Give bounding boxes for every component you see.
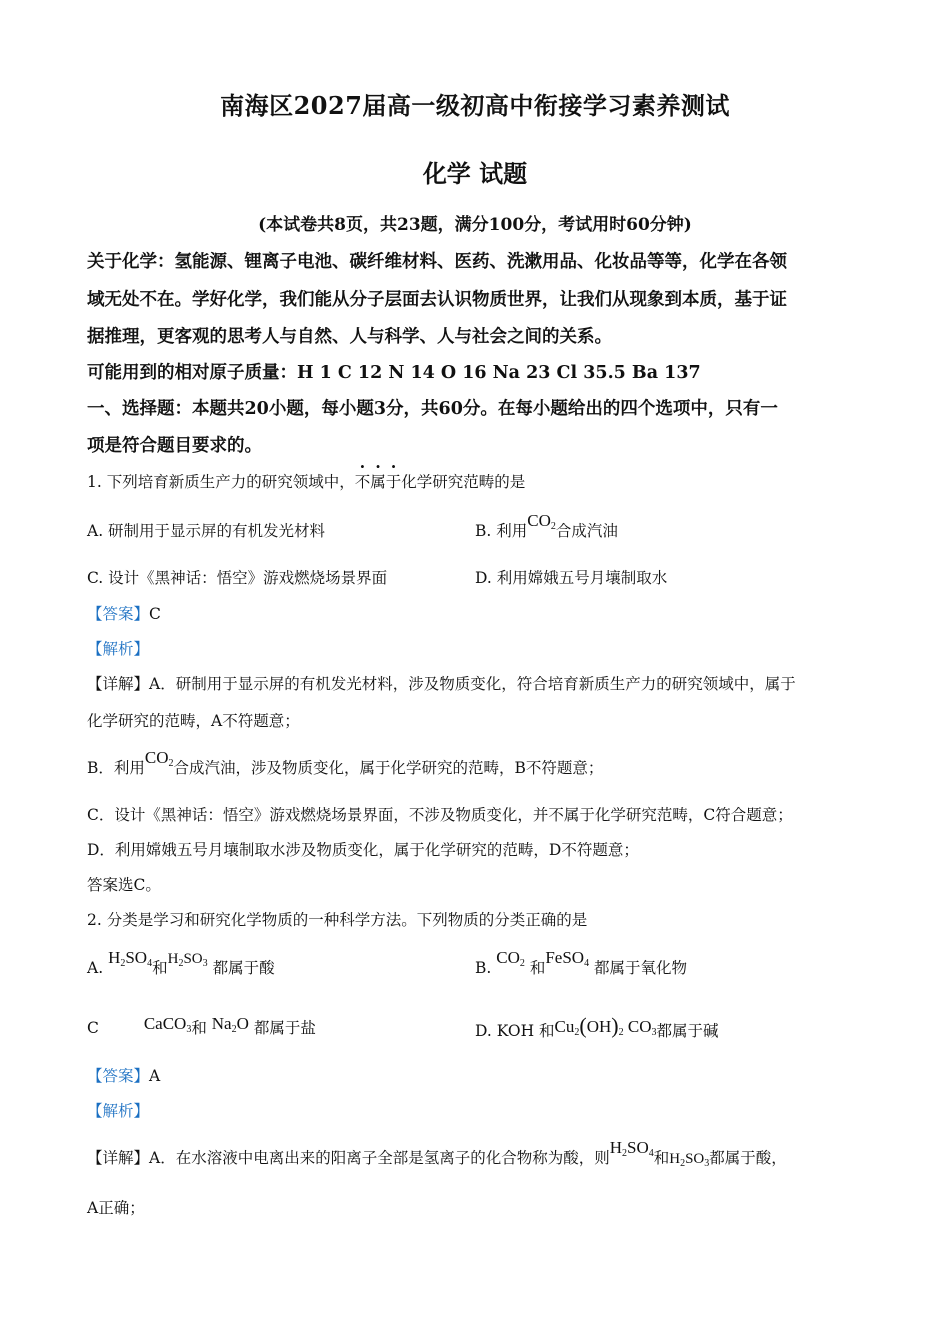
section-1-heading: 一、选择题：本题共20小题，每小题3分，共60分。在每小题给出的四个选项中，只有一	[87, 399, 778, 419]
formula-feso4: FeSO$_4$	[545, 948, 590, 969]
formula-na2o: $Na_2O$	[211, 1014, 249, 1035]
question-1-stem: 1. 下列培育新质生产力的研究领域中，不属于化学研究范畴的是	[87, 470, 525, 492]
question-2-detail-a: 【详解】A．在水溶液中电离出来的阳离子全部是氢离子的化合物称为酸，则$H_2SO_4$和$H_2SO_3$都属于酸，	[87, 1138, 787, 1169]
subject-title: 化学 试题	[422, 159, 528, 188]
emphasis-char: 属	[370, 473, 386, 491]
question-2-stem: 2. 分类是学习和研究化学物质的一种科学方法。下列物质的分类正确的是	[87, 911, 588, 929]
question-1-analysis-tag: 【解析】	[87, 640, 150, 658]
formula-h2so4: $H_2SO_4$	[609, 1138, 654, 1159]
question-2-detail-a-cont: A正确；	[87, 1199, 145, 1217]
formula-co2: $CO_2$	[527, 511, 556, 532]
question-1-conclusion: 答案选C。	[87, 876, 161, 894]
formula-caco3: CaCO$_3$	[143, 1014, 192, 1035]
exam-title: 南海区2027届高一级初高中衔接学习素养测试	[220, 91, 730, 120]
question-1-option-b: B. 利用$CO_2$合成汽油	[475, 511, 618, 540]
section-1-heading-cont: 项是符合题目要求的。	[87, 436, 262, 456]
question-2-answer: 【答案】A	[87, 1067, 161, 1085]
formula-h2so4: $H_2SO_4$	[108, 948, 153, 969]
question-1-answer: 【答案】C	[87, 605, 161, 623]
intro-line-2: 域无处不在。学好化学，我们能从分子层面去认识物质世界，让我们从现象到本质，基于证	[87, 290, 787, 310]
intro-line-3: 据推理，更客观的思考人与自然、人与科学、人与社会之间的关系。	[87, 327, 612, 347]
formula-cu2oh2co3: $Cu_2(OH)_2$ $CO_3$	[554, 1013, 657, 1038]
formula-h2so3: $H_2SO_3$	[167, 951, 208, 969]
emphasis-char: 不	[354, 473, 371, 491]
question-1-detail-a: 【详解】A．研制用于显示屏的有机发光材料，涉及物质变化，符合培育新质生产力的研究领域中，属于	[87, 675, 796, 693]
question-1-detail-b: B．利用$CO_2$合成汽油，涉及物质变化，属于化学研究的范畴，B不符题意；	[87, 748, 604, 777]
question-1-detail-a-cont: 化学研究的范畴，A不符题意；	[87, 712, 300, 730]
question-2-option-b: B. $CO_2$ 和FeSO$_4$ 都属于氧化物	[475, 948, 688, 977]
exam-info: (本试卷共8页，共23题，满分100分，考试用时60分钟)	[258, 215, 692, 235]
question-1-option-a: A. 研制用于显示屏的有机发光材料	[87, 522, 326, 540]
intro-line-1: 关于化学：氢能源、锂离子电池、碳纤维材料、医药、洗漱用品、化妆品等等，化学在各领	[87, 252, 787, 272]
question-1-detail-c: C．设计《黑神话：悟空》游戏燃烧场景界面，不涉及物质变化，并不属于化学研究范畴，C符合题意；	[87, 806, 793, 824]
question-2-option-a: A. $H_2SO_4$和$H_2SO_3$ 都属于酸	[87, 948, 275, 977]
formula-co2: $CO_2$	[496, 948, 525, 969]
question-1-detail-d: D．利用嫦娥五号月壤制取水涉及物质变化，属于化学研究的范畴，D不符题意；	[87, 841, 639, 859]
formula-h2so3: $H_2SO_3$	[669, 1151, 710, 1169]
question-2-analysis-tag: 【解析】	[87, 1102, 150, 1120]
question-2-option-d: D. KOH 和$Cu_2(OH)_2$ $CO_3$都属于碱	[475, 1013, 719, 1040]
emphasis-char: 于	[385, 473, 402, 491]
question-2-option-c: C CaCO$_3$和 $Na_2O$ 都属于盐	[87, 1014, 316, 1037]
question-1-option-d: D. 利用嫦娥五号月壤制取水	[475, 569, 668, 587]
atomic-masses: 可能用到的相对原子质量：H 1 C 12 N 14 O 16 Na 23 Cl 35.5 Ba 137	[87, 363, 701, 383]
formula-co2: $CO_2$	[144, 748, 174, 769]
question-1-option-c: C. 设计《黑神话：悟空》游戏燃烧场景界面	[87, 569, 388, 587]
